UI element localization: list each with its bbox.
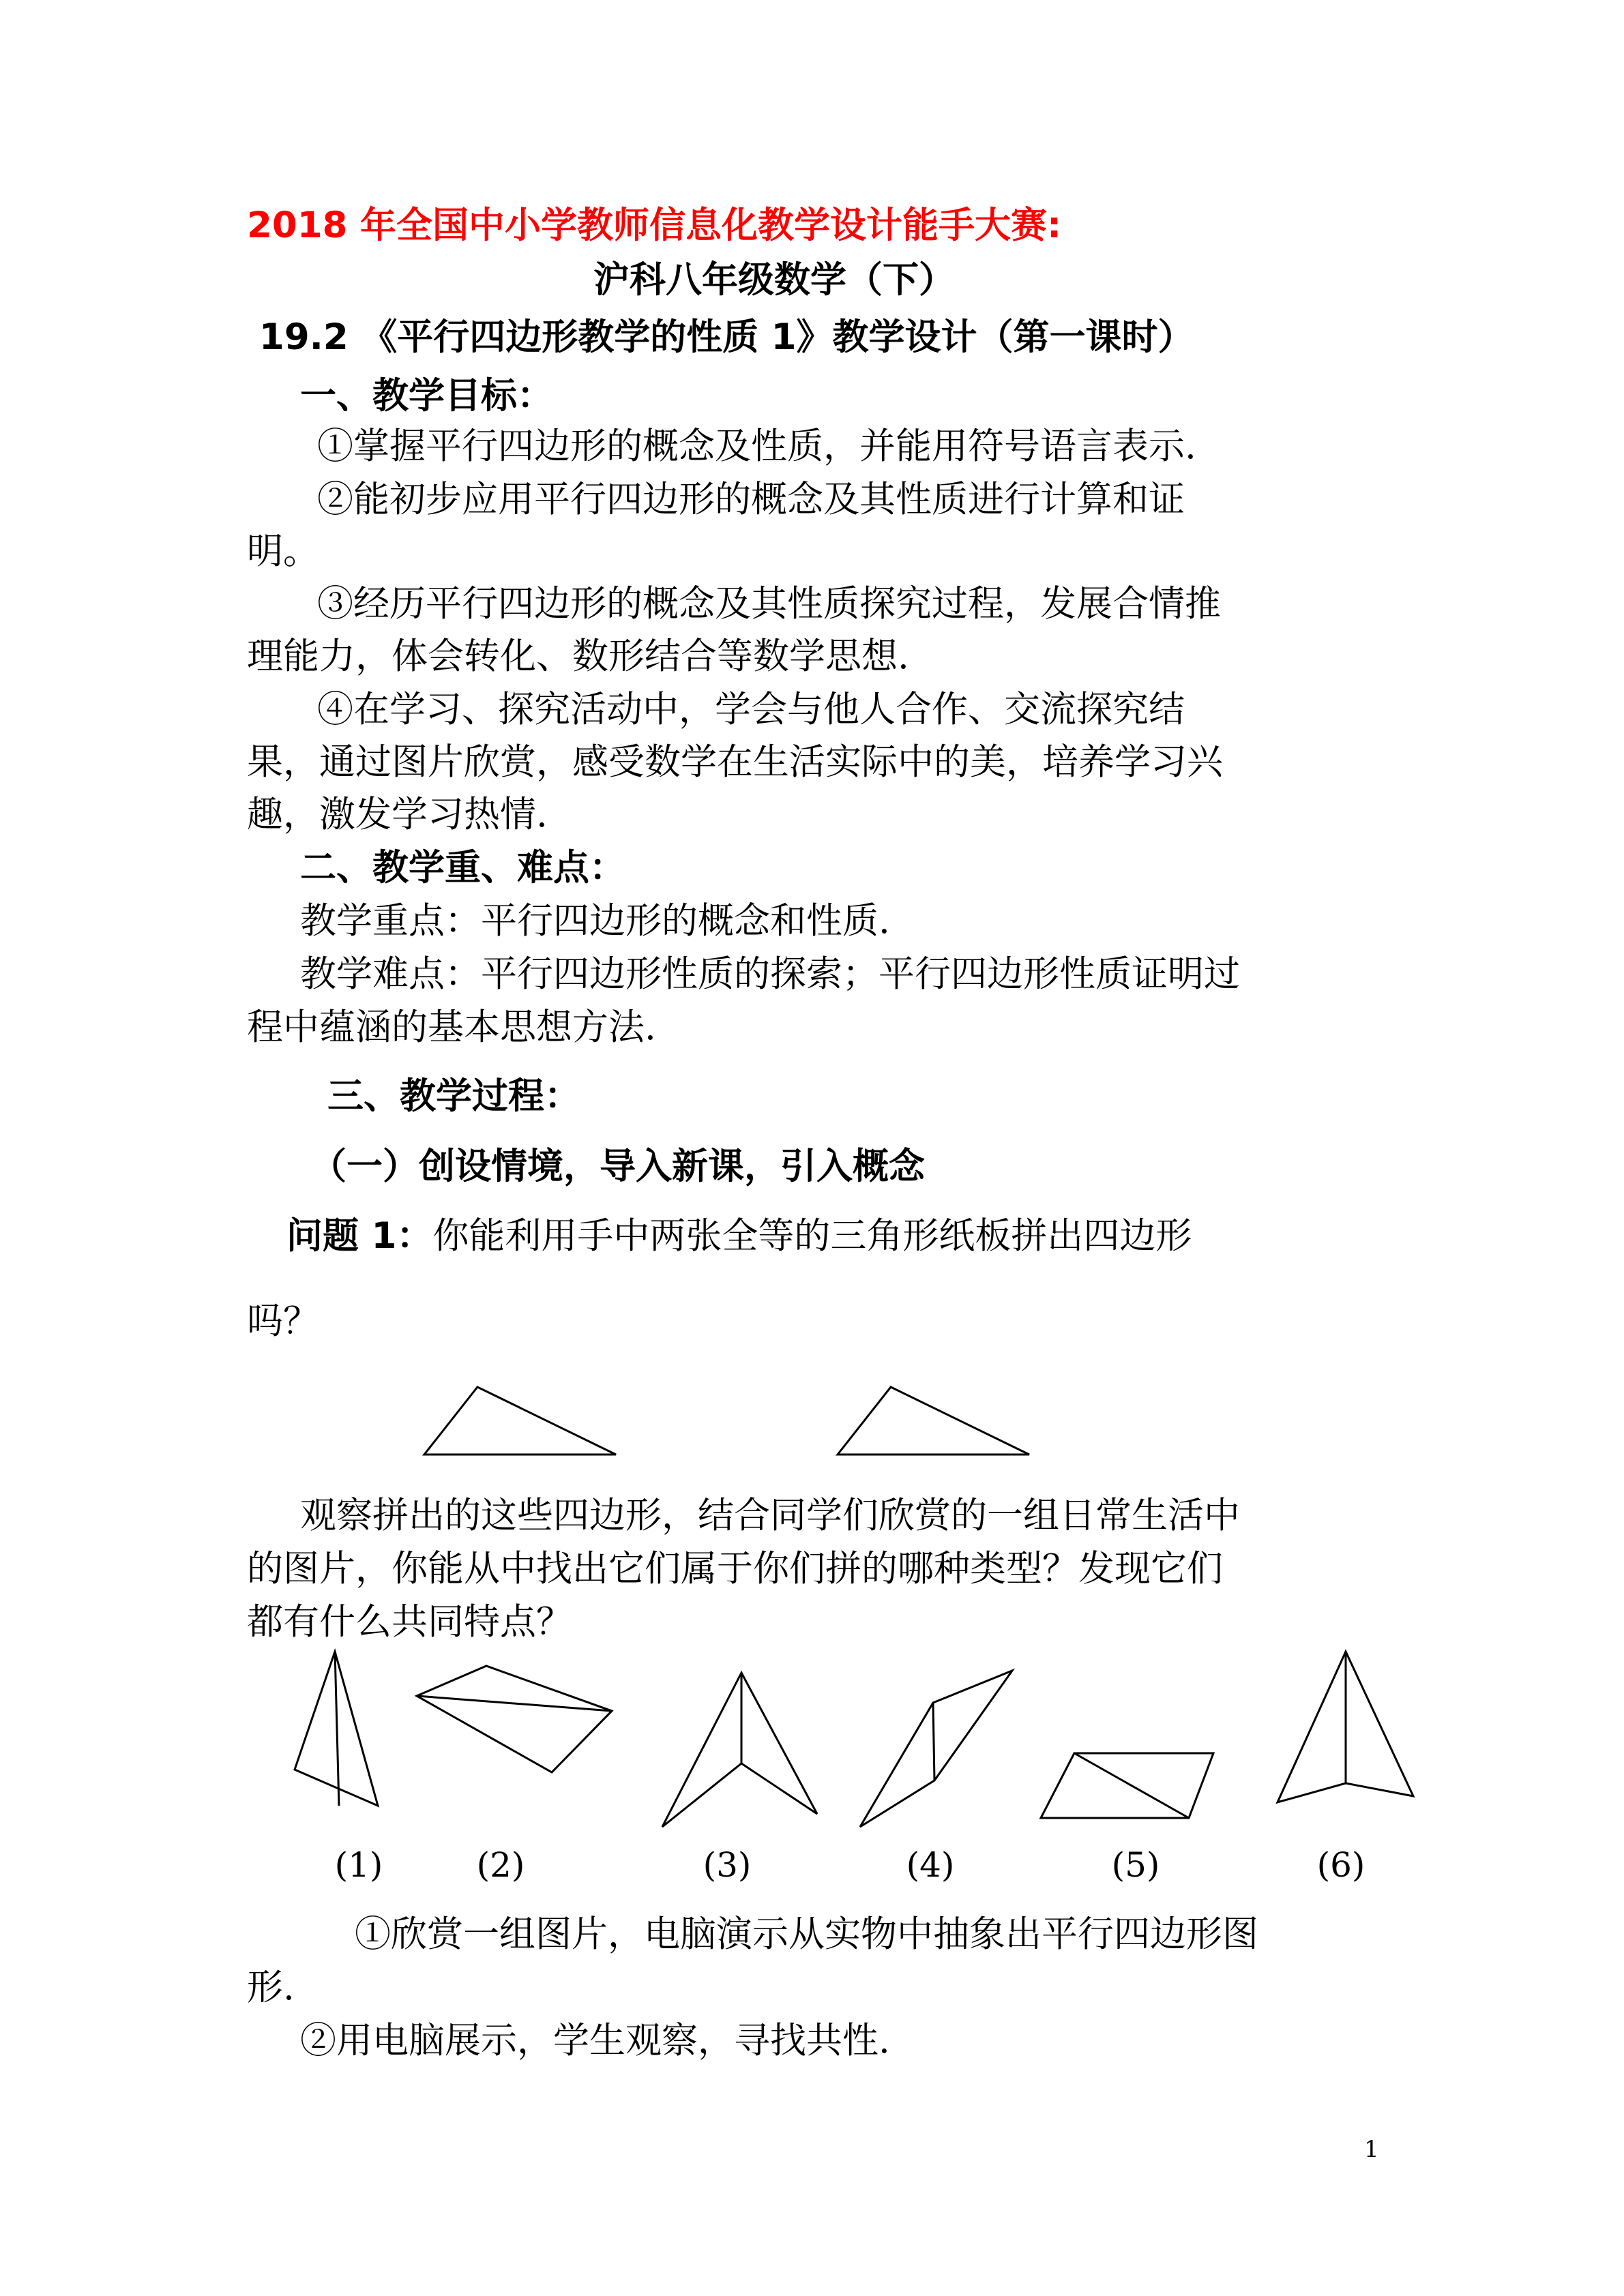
objective-1: ①掌握平行四边形的概念及性质，并能用符号语言表示. [317, 426, 1196, 467]
observe-line-a: 观察拼出的这些四边形，结合同学们欣赏的一组日常生活中 [300, 1495, 1240, 1536]
section-3-heading: 三、教学过程： [327, 1075, 580, 1117]
question-1-text: 你能利用手中两张全等的三角形纸板拼出四边形 [432, 1215, 1192, 1257]
question-1-end: 吗？ [247, 1300, 319, 1342]
key-point: 教学重点：平行四边形的概念和性质. [300, 900, 890, 942]
difficulty-line-a: 教学难点：平行四边形性质的探索；平行四边形性质证明过 [300, 953, 1240, 995]
objective-2-line-b: 明。 [247, 531, 319, 572]
question-1 [286, 1214, 1192, 1259]
caption-5: (5) [1111, 1845, 1160, 1885]
quad-figure-1 [295, 1652, 378, 1806]
section-1-heading: 一、教学目标： [300, 375, 553, 417]
caption-4: (4) [906, 1845, 955, 1885]
objective-4-line-b: 果，通过图片欣赏，感受数学在生活实际中的美，培养学习兴 [247, 741, 1223, 783]
quad-figure-6 [1278, 1652, 1413, 1802]
caption-6: (6) [1316, 1845, 1365, 1885]
objective-3-line-b: 理能力，体会转化、数形结合等数学思想. [247, 636, 909, 677]
observe-line-b: 的图片，你能从中找出它们属于你们拼的哪种类型？发现它们 [247, 1548, 1223, 1590]
step-1-line-b: 形. [247, 1967, 295, 2008]
caption-2: (2) [476, 1845, 525, 1885]
triangle-right [838, 1387, 1029, 1455]
difficulty-line-b: 程中蕴涵的基本思想方法. [247, 1007, 656, 1048]
caption-3: (3) [703, 1845, 752, 1885]
title-line-2: 沪科八年级数学（下） [593, 259, 955, 301]
triangle-left [424, 1387, 616, 1455]
objective-4-line-c: 趣，激发学习热情. [247, 794, 548, 835]
objective-3-line-a: ③经历平行四边形的概念及其性质探究过程，发展合情推 [317, 583, 1221, 625]
quad-figure-4 [860, 1671, 1012, 1827]
step-2: ②用电脑展示，学生观察，寻找共性. [300, 2020, 890, 2061]
subsection-1-heading: （一）创设情境，导入新课，引入概念 [310, 1146, 925, 1187]
page-number: 1 [1364, 2136, 1379, 2163]
objective-4-line-a: ④在学习、探究活动中，学会与他人合作、交流探究结 [317, 689, 1185, 730]
title-line-3: 19.2 《平行四边形教学的性质 1》教学设计（第一课时） [259, 316, 1194, 358]
quad-figure-5 [1041, 1753, 1213, 1818]
question-1-label: 问题 1： [286, 1215, 433, 1257]
quad-figure-2 [417, 1666, 612, 1772]
step-1-line-a: ①欣赏一组图片，电脑演示从实物中抽象出平行四边形图 [355, 1913, 1258, 1955]
objective-2-line-a: ②能初步应用平行四边形的概念及其性质进行计算和证 [317, 479, 1185, 520]
caption-1: (1) [334, 1845, 383, 1885]
observe-line-c: 都有什么共同特点？ [247, 1601, 572, 1643]
title-line-1: 2018 年全国中小学教师信息化教学设计能手大赛: [247, 205, 1062, 246]
quad-figure-3 [662, 1673, 817, 1827]
section-2-heading: 二、教学重、难点： [300, 847, 625, 889]
